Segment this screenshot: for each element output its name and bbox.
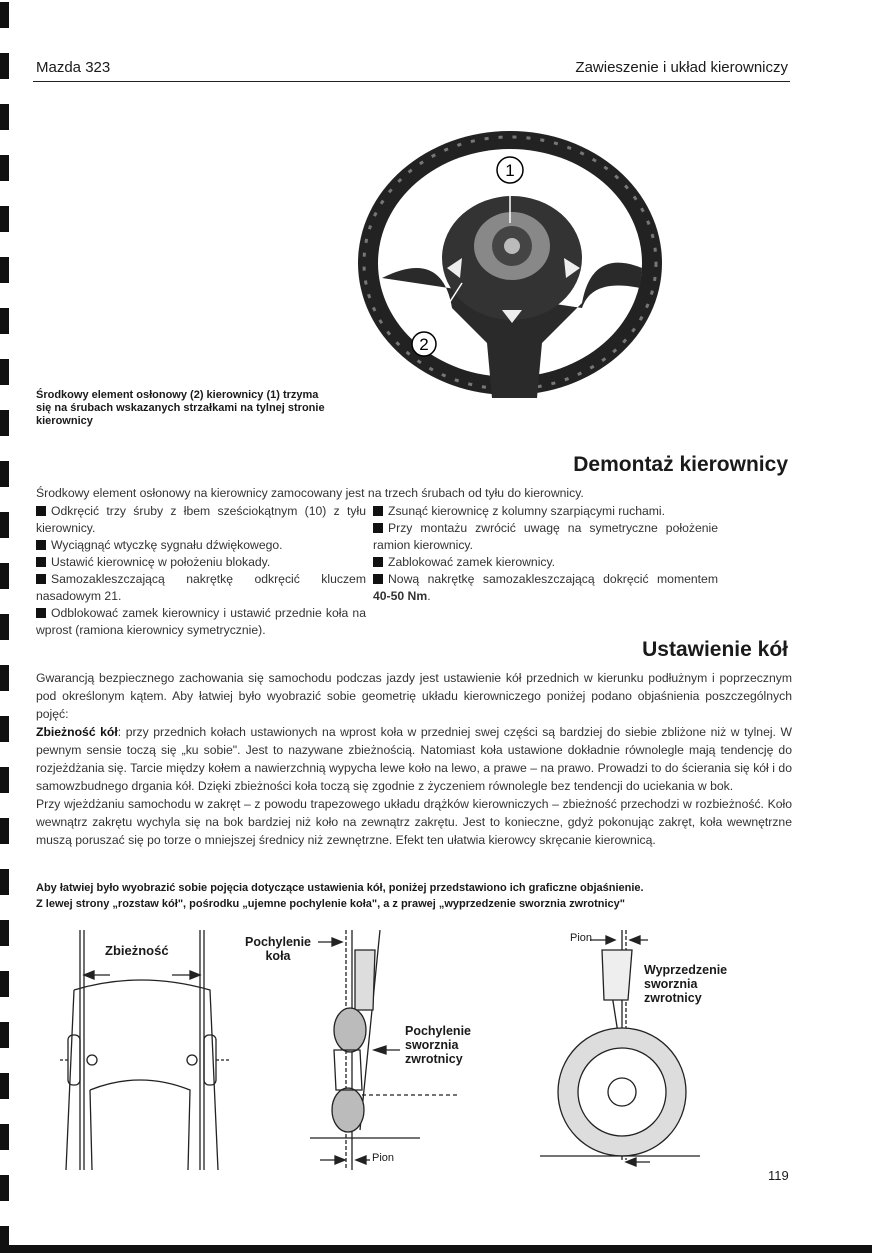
figure-caption: Środkowy element osłonowy (2) kierownicy (1) trzyma się na śrubach wskazanych strzałkami na tylnej stronie kierownicy <box>36 389 325 427</box>
step: Samozakleszczającą nakrętkę odkręcić kluczem nasadowym 21. <box>36 572 366 603</box>
binder-mark <box>0 1022 9 1048</box>
section-intro: Środkowy element osłonowy na kierownicy zamocowany jest na trzech śrubach od tyłu do kierownicy. <box>36 486 584 500</box>
section-title-wheel-alignment: Ustawienie kół <box>642 638 788 661</box>
paragraph: Przy wjeżdżaniu samochodu w zakręt – z powodu trapezowego układu drążków kierowniczych – zbieżność przechodzi w rozbieżność. Koło wewnątrz zakrętu wychyla się na bok bardziej niż koło na zewnątrz zakrętu. Jest to konieczne, gdyż pokonując zakręt, koła wewnętrzne muszą poruszać się po torze o mniejszej średnicy niż zewnętrzne. Efekt ten ułatwia kierowcy skręcanie kierownicą. <box>36 797 792 847</box>
binder-mark <box>0 767 9 793</box>
header-divider <box>33 81 790 82</box>
binder-mark <box>0 1124 9 1150</box>
torque-value: 40-50 Nm <box>373 589 428 603</box>
page-number: 119 <box>768 1168 789 1183</box>
binder-mark <box>0 512 9 538</box>
binder-mark <box>0 257 9 283</box>
section-title-steering-removal: Demontaż kierownicy <box>573 453 788 476</box>
callout-2: 2 <box>419 335 429 354</box>
alignment-text <box>36 669 792 849</box>
scan-border <box>0 1245 872 1253</box>
step: Nową nakrętkę samozakleszczającą dokręcić momentem 40-50 Nm. <box>373 572 718 603</box>
binder-mark <box>0 920 9 946</box>
binder-mark <box>0 869 9 895</box>
binder-mark <box>0 971 9 997</box>
steps-left <box>36 503 366 639</box>
binder-mark <box>0 53 9 79</box>
binder-mark <box>0 206 9 232</box>
label-caster: Wyprzedzenie sworznia zwrotnicy <box>644 963 728 1005</box>
label-kingpin-inclination: Pochylenie sworznia zwrotnicy <box>405 1024 471 1066</box>
label-vertical: Pion <box>372 1152 395 1164</box>
paragraph: Zbieżność kół: przy przednich kołach ustawionych na wprost koła w przedniej swej części są bardziej do siebie zbliżone niż w tylnej. W pewnym sensie toczą się „ku sobie". Jest to nazywane zbieżnością. Natomiast koła ustawione dokładnie równolegle mają tendencję do rozjeżdżania się. Tarcie między kołem a nawierzchnią wypycha lewe koło na lewo, a prawe – na prawo. Prowadzi to do ścierania się kół i do samowzbudnego drgania kół. Dzięki zbieżności koła toczą się zgodnie z życzeniem równolegle bez tendencji do uciekania w bok. <box>36 725 792 793</box>
term-toe: Zbieżność kół <box>36 725 118 739</box>
diagram-caption: Aby łatwiej było wyobrazić sobie pojęcia dotyczące ustawienia kół, poniżej przedstawiono ich graficzne objaśnienie. Z lewej strony „rozstaw kół", pośrodku „ujemne pochylenie koła", a z prawej „wyprzedzenie sworznia zwrotnicy" <box>36 882 644 910</box>
header-chapter: Zawieszenie i układ kierowniczy <box>575 59 788 76</box>
binder-mark <box>0 818 9 844</box>
step: Odblokować zamek kierownicy i ustawić przednie koła na wprost (ramiona kierownicy symetrycznie). <box>36 606 366 637</box>
label-toe: Zbieżność <box>105 943 169 958</box>
step: Odkręcić trzy śruby z łbem sześciokątnym (10) z tyłu kierownicy. <box>36 504 366 535</box>
binder-mark <box>0 155 9 181</box>
label-vertical-caster: Pion <box>570 932 593 944</box>
step: Ustawić kierownicę w położeniu blokady. <box>36 554 366 571</box>
binder-mark <box>0 2 9 28</box>
binder-mark <box>0 461 9 487</box>
callout-1: 1 <box>505 161 515 180</box>
binder-mark <box>0 665 9 691</box>
step: Przy montażu zwrócić uwagę na symetryczne położenie ramion kierownicy. <box>373 521 718 552</box>
header-model: Mazda 323 <box>36 59 111 76</box>
label-camber: Pochylenie koła <box>245 935 311 963</box>
step: Zablokować zamek kierownicy. <box>373 554 718 571</box>
steps-right <box>373 503 718 605</box>
binder-mark <box>0 359 9 385</box>
binder-mark <box>0 1175 9 1201</box>
binder-mark <box>0 716 9 742</box>
binder-mark <box>0 308 9 334</box>
steering-wheel-photo <box>352 128 672 408</box>
step: Zsunąć kierownicę z kolumny szarpiącymi ruchami. <box>373 503 718 520</box>
toe-in-diagram <box>60 930 250 1170</box>
paragraph: Gwarancją bezpiecznego zachowania się samochodu podczas jazdy jest ustawienie kół przednich w kierunku podłużnym i poprzecznym pod określonym kątem. Aby łatwiej było wyobrazić sobie geometrię układu kierowniczego poniżej podano objaśnienia poszczególnych pojęć: <box>36 671 792 721</box>
binder-mark <box>0 563 9 589</box>
binder-mark <box>0 104 9 130</box>
binder-mark <box>0 614 9 640</box>
binder-mark <box>0 1073 9 1099</box>
binder-mark <box>0 410 9 436</box>
step: Wyciągnąć wtyczkę sygnału dźwiękowego. <box>36 537 366 554</box>
